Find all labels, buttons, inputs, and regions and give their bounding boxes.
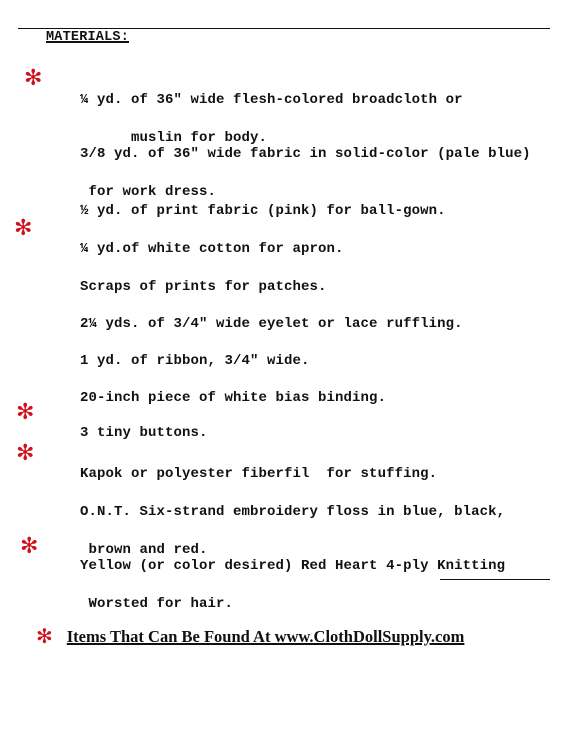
item-line: ½ yd. of print fabric (pink) for ball-gown. (80, 203, 446, 219)
item-line: 3 tiny buttons. (80, 425, 208, 441)
red-asterisk-icon: ✻ (16, 441, 35, 466)
red-asterisk-icon: ✻ (16, 400, 35, 425)
item-line-continued: brown and red. (46, 542, 208, 558)
red-asterisk-icon: ✻ (14, 216, 33, 241)
red-asterisk-icon: ✻ (20, 534, 39, 559)
materials-heading: MATERIALS: (46, 30, 130, 45)
item-line: ¼ yd. of 36" wide flesh-colored broadcloth or (80, 92, 463, 108)
bottom-rule (440, 579, 550, 580)
footer-link-text[interactable]: Items That Can Be Found At www.ClothDollSupply.com (66, 627, 465, 646)
item-line: 3/8 yd. of 36" wide fabric in solid-color (pale blue) (80, 146, 531, 162)
item-line: Yellow (or color desired) Red Heart 4-ply Knitting (80, 558, 506, 574)
red-asterisk-icon: ✻ (24, 66, 43, 91)
item-line: 2¼ yds. of 3/4" wide eyelet or lace ruffling. (80, 316, 463, 332)
item-line-continued: for work dress. (46, 184, 217, 200)
item-line: 1 yd. of ribbon, 3/4" wide. (80, 353, 310, 369)
footer-note (36, 624, 556, 648)
item-line: Scraps of prints for patches. (80, 279, 327, 295)
item-line-continued: Worsted for hair. (46, 596, 234, 612)
top-rule (18, 28, 550, 29)
item-line: Kapok or polyester fiberfil for stuffing. (80, 466, 438, 482)
item-line: ¼ yd.of white cotton for apron. (80, 241, 344, 257)
item-line: O.N.T. Six-strand embroidery floss in blue, black, (80, 504, 506, 520)
item-line-continued: muslin for body. (46, 130, 268, 146)
item-line: 20-inch piece of white bias binding. (80, 390, 387, 406)
red-asterisk-icon: ✻ (36, 624, 53, 648)
